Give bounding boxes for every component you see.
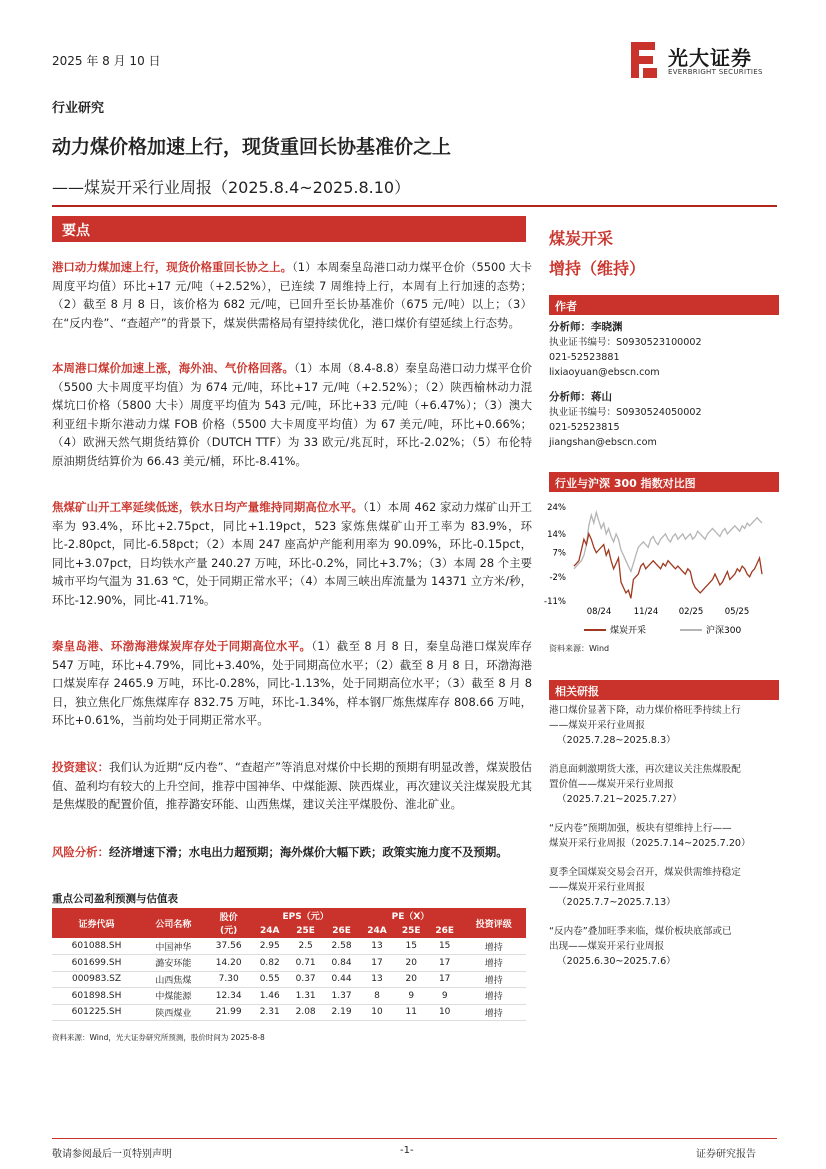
key-points-header — [52, 216, 526, 242]
th-pe: PE（X） — [360, 908, 462, 923]
brand-name-en: EVERBRIGHT SECURITIES — [668, 68, 763, 76]
x-tick-label: 11/24 — [633, 607, 659, 617]
index-comparison-chart — [540, 497, 780, 647]
author-2-cert: 执业证书编号：S0930524050002 — [549, 407, 702, 418]
footer-disclaimer: 敬请参阅最后一页特别声明 — [52, 1149, 172, 1160]
table-cell: 2.95 — [252, 938, 288, 955]
related-report-item[interactable] — [549, 924, 779, 969]
table-cell: 9 — [428, 988, 461, 1005]
report-subtitle: ——煤炭开采行业周报（2025.8.4~2025.8.10） — [52, 178, 411, 197]
chart-source: 资料来源：Wind — [549, 644, 610, 653]
paragraph-1 — [52, 258, 532, 332]
table-cell: 000983.SZ — [52, 971, 141, 988]
title-divider — [52, 205, 777, 207]
risk-analysis — [52, 843, 532, 862]
report-date: 2025 年 8 月 10 日 — [52, 54, 161, 68]
related-header — [549, 680, 779, 700]
related-report-item[interactable] — [549, 762, 779, 807]
table-cell: 2.31 — [252, 1004, 288, 1021]
x-tick-label: 05/25 — [724, 607, 750, 617]
table-cell: 10 — [428, 1004, 461, 1021]
table-cell: 8 — [360, 988, 395, 1005]
table-row — [52, 988, 526, 1005]
y-tick-label: -2% — [549, 572, 566, 583]
paragraph-4 — [52, 637, 532, 730]
x-tick-label: 02/25 — [678, 607, 704, 617]
th-pe-25e: 25E — [394, 923, 427, 938]
table-cell: 601225.SH — [52, 1004, 141, 1021]
table-cell: 17 — [428, 955, 461, 972]
related-report-line: 置价值——煤炭开采行业周报 — [549, 779, 674, 790]
paragraph-2-head: 本周港口煤价加速上涨，海外油、气价格回落。 — [52, 361, 295, 375]
table-cell: 山西焦煤 — [141, 971, 206, 988]
author-2-phone: 021-52523815 — [549, 422, 620, 433]
table-cell: 1.31 — [288, 988, 324, 1005]
table-cell: 601898.SH — [52, 988, 141, 1005]
paragraph-1-head: 港口动力煤加速上行，现货价格重回长协之上。 — [52, 260, 293, 274]
table-cell: 潞安环能 — [141, 955, 206, 972]
table-cell: 17 — [428, 971, 461, 988]
paragraph-2 — [52, 359, 532, 470]
table-cell: 增持 — [461, 938, 526, 955]
y-tick-label: 14% — [547, 529, 566, 540]
paragraph-4-body: （1）截至 8 月 8 日，秦皇岛港口煤炭库存 547 万吨，环比+4.79%，同比+3.40%，处于同期高位水平；（2）截至 8 月 8 日，环渤海港口煤炭库存 2465.9 万吨，环比-0.28%，同比-1.13%，处于同期高位水平；（3）截至 8 月 8 日，独立焦化厂炼焦煤库存 832.75 万吨，环比-1.34%，样本钢厂炼焦煤库存 808.66 万吨，环比+0.61%，当前均处于同期正常水平。 — [52, 639, 532, 727]
table-cell: 0.82 — [252, 955, 288, 972]
table-cell: 0.55 — [252, 971, 288, 988]
related-report-line: （2025.7.21~2025.7.27） — [557, 794, 682, 805]
table-cell: 增持 — [461, 988, 526, 1005]
table-cell: 1.37 — [324, 988, 360, 1005]
table-cell: 601088.SH — [52, 938, 141, 955]
table-row — [52, 938, 526, 955]
table-cell: 2.5 — [288, 938, 324, 955]
related-report-line: 港口煤价显著下降，动力煤价格旺季持续上行 — [549, 705, 741, 716]
y-tick-label: 7% — [552, 548, 566, 559]
table-cell: 7.30 — [206, 971, 252, 988]
table-cell: 20 — [394, 971, 427, 988]
table-cell: 2.58 — [324, 938, 360, 955]
related-report-line: （2025.7.7~2025.7.13） — [557, 897, 676, 908]
th-pe-26e: 26E — [428, 923, 461, 938]
th-eps-25e: 25E — [288, 923, 324, 938]
table-cell: 601699.SH — [52, 955, 141, 972]
paragraph-2-body: （1）本周（8.4-8.8）秦皇岛港口动力煤平仓价（5500 大卡周度平均值）为 674 元/吨，环比+17 元/吨（+2.52%）；（2）陕西榆林动力混煤坑口价格（5800 大卡）周度平均值为 543 元/吨，环比+33 元/吨（+6.47%）；（3）澳大利亚纽卡斯尔港动力煤 FOB 价格（5500 大卡周度平均值）为 67 美元/吨，环比+0.66%；（4）欧洲天然气期货结算价（DUTCH TTF）为 33 欧元/兆瓦时，环比-2.02%；（5）布伦特原油期货结算价为 66.43 美元/桶，环比-8.41%。 — [52, 361, 532, 468]
table-row — [52, 1004, 526, 1021]
author-1-email[interactable]: lixiaoyuan@ebscn.com — [549, 367, 660, 378]
th-pe-24a: 24A — [360, 923, 395, 938]
related-report-line: （2025.6.30~2025.7.6） — [557, 956, 676, 967]
th-rating: 投资评级 — [461, 908, 526, 938]
chart-label: 行业与沪深 300 指数对比图 — [555, 477, 696, 490]
table-cell: 15 — [394, 938, 427, 955]
related-report-line: “反内卷”预期加强，板块有望维持上行—— — [549, 823, 732, 834]
footer-divider — [52, 1138, 777, 1139]
th-eps: EPS（元） — [252, 908, 360, 923]
investment-advice-head: 投资建议： — [52, 760, 110, 774]
risk-analysis-head: 风险分析： — [52, 845, 109, 859]
table-cell: 37.56 — [206, 938, 252, 955]
related-report-line: ——煤炭开采行业周报 — [549, 882, 645, 893]
table-row — [52, 971, 526, 988]
table-cell: 1.46 — [252, 988, 288, 1005]
table-source: 资料来源：Wind，光大证券研究所预测，股价时间为 2025-8-8 — [52, 1033, 265, 1042]
brand-name-cn: 光大证券 — [668, 46, 752, 70]
th-eps-24a: 24A — [252, 923, 288, 938]
table-cell: 17 — [360, 955, 395, 972]
table-cell: 中煤能源 — [141, 988, 206, 1005]
author-1-name: 分析师：李晓渊 — [549, 321, 623, 333]
related-report-line: 消息面刺激期货大涨，再次建议关注焦煤股配 — [549, 764, 741, 775]
industry-rating: 增持（维持） — [549, 259, 646, 278]
author-2 — [549, 390, 779, 450]
series-line-0 — [574, 534, 762, 598]
report-title: 动力煤价格加速上行，现货重回长协基准价之上 — [52, 136, 452, 158]
table-cell: 2.19 — [324, 1004, 360, 1021]
risk-analysis-body: 经济增速下滑；水电出力超预期；海外煤价大幅下跌；政策实施力度不及预期。 — [108, 845, 508, 859]
author-1 — [549, 320, 779, 380]
table-cell: 9 — [394, 988, 427, 1005]
table-row — [52, 955, 526, 972]
related-report-item[interactable] — [549, 865, 779, 910]
paragraph-3-body: （1）本周 462 家动力煤矿山开工率为 93.4%，环比+2.75pct，同比+1.19pct，523 家炼焦煤矿山开工率为 83.9%，环比-2.80pct，同比-6.58pct；（2）本周 247 座高炉产能利用率为 90.09%，环比-0.15pct，同比+3.07pct，日均铁水产量 240.27 万吨，环比-0.2%，同比+3.7%；（3）本周 28 个主要城市平均气温为 31.63 ℃，处于同期正常水平；（4）本周三峡出库流量为 14371 立方米/秒，环比-12.90%，同比-41.71%。 — [52, 500, 533, 607]
series-line-1 — [574, 512, 762, 571]
related-report-line: 夏季全国煤炭交易会召开，煤炭供需维持稳定 — [549, 867, 741, 878]
earnings-table — [52, 908, 526, 1021]
key-points-label: 要点 — [62, 223, 90, 239]
author-1-phone: 021-52523881 — [549, 352, 620, 363]
y-tick-label: -11% — [544, 597, 566, 607]
authors-header — [549, 295, 779, 315]
chart-header — [549, 472, 779, 492]
table-cell: 0.37 — [288, 971, 324, 988]
brand-logo — [625, 38, 665, 82]
related-report-line: “反内卷”叠加旺季来临，煤价板块底部或已 — [549, 926, 732, 937]
table-cell: 0.84 — [324, 955, 360, 972]
author-2-name: 分析师：蒋山 — [549, 391, 612, 403]
table-cell: 15 — [428, 938, 461, 955]
paragraph-3-head: 焦煤矿山开工率延续低迷，铁水日均产量维持同期高位水平。 — [52, 500, 363, 514]
related-report-line: 煤炭开采行业周报（2025.7.14~2025.7.20） — [549, 838, 751, 849]
table-cell: 10 — [360, 1004, 395, 1021]
th-price: 股价 (元) — [206, 908, 252, 938]
paragraph-4-head: 秦皇岛港、环渤海港煤炭库存处于同期高位水平。 — [52, 639, 312, 653]
th-company: 公司名称 — [141, 908, 206, 938]
related-report-item[interactable] — [549, 703, 779, 748]
footer-report-type: 证券研究报告 — [696, 1149, 756, 1160]
related-report-line: （2025.7.28~2025.8.3） — [557, 735, 676, 746]
table-cell: 增持 — [461, 971, 526, 988]
related-report-line: 出现——煤炭开采行业周报 — [549, 941, 665, 952]
investment-advice — [52, 758, 532, 814]
table-caption: 重点公司盈利预测与估值表 — [52, 893, 178, 905]
legend-label: 沪深300 — [706, 626, 742, 636]
table-cell: 增持 — [461, 955, 526, 972]
th-code: 证券代码 — [52, 908, 141, 938]
page-number: -1- — [400, 1145, 414, 1156]
table-cell: 2.08 — [288, 1004, 324, 1021]
author-1-cert: 执业证书编号：S0930523100002 — [549, 337, 702, 348]
report-category: 行业研究 — [52, 101, 105, 116]
y-tick-label: 24% — [547, 503, 566, 513]
table-cell: 13 — [360, 938, 395, 955]
table-cell: 12.34 — [206, 988, 252, 1005]
industry-name: 煤炭开采 — [549, 229, 614, 248]
investment-advice-body: 我们认为近期“反内卷”、“查超产”等消息对煤价中长期的预期有明显改善，煤炭股估值、盈利均有较大的上升空间，推荐中国神华、中煤能源、陕西煤业，再次建议关注煤炭股尤其是焦煤股的配置价值，推荐潞安环能、山西焦煤，建议关注平煤股份、淮北矿业。 — [52, 760, 532, 811]
paragraph-1-body: （1）本周秦皇岛港口动力煤平仓价（5500 大卡周度平均值）环比+17 元/吨（+2.52%），已连续 7 周维持上行，本周有上行加速的态势；（2）截至 8 月 8 日，该价格为 682 元/吨，已回升至长协基准价（675 元/吨）以上；（3）在“反内卷”、“查超产”的背景下，煤炭供需格局有望持续优化，港口煤价有望延续上行态势。 — [52, 260, 532, 330]
table-cell: 中国神华 — [141, 938, 206, 955]
table-cell: 13 — [360, 971, 395, 988]
table-cell: 增持 — [461, 1004, 526, 1021]
table-cell: 0.71 — [288, 955, 324, 972]
table-cell: 11 — [394, 1004, 427, 1021]
author-2-email[interactable]: jiangshan@ebscn.com — [549, 437, 657, 448]
related-reports-list — [549, 703, 779, 983]
related-report-line: ——煤炭开采行业周报 — [549, 720, 645, 731]
table-cell: 20 — [394, 955, 427, 972]
table-cell: 0.44 — [324, 971, 360, 988]
table-cell: 陕西煤业 — [141, 1004, 206, 1021]
related-report-item[interactable] — [549, 821, 779, 851]
th-eps-26e: 26E — [324, 923, 360, 938]
table-cell: 14.20 — [206, 955, 252, 972]
table-cell: 21.99 — [206, 1004, 252, 1021]
x-tick-label: 08/24 — [586, 607, 612, 617]
paragraph-3 — [52, 498, 532, 609]
authors-label: 作者 — [555, 300, 577, 313]
related-label: 相关研报 — [555, 685, 599, 698]
legend-label: 煤炭开采 — [610, 626, 647, 636]
